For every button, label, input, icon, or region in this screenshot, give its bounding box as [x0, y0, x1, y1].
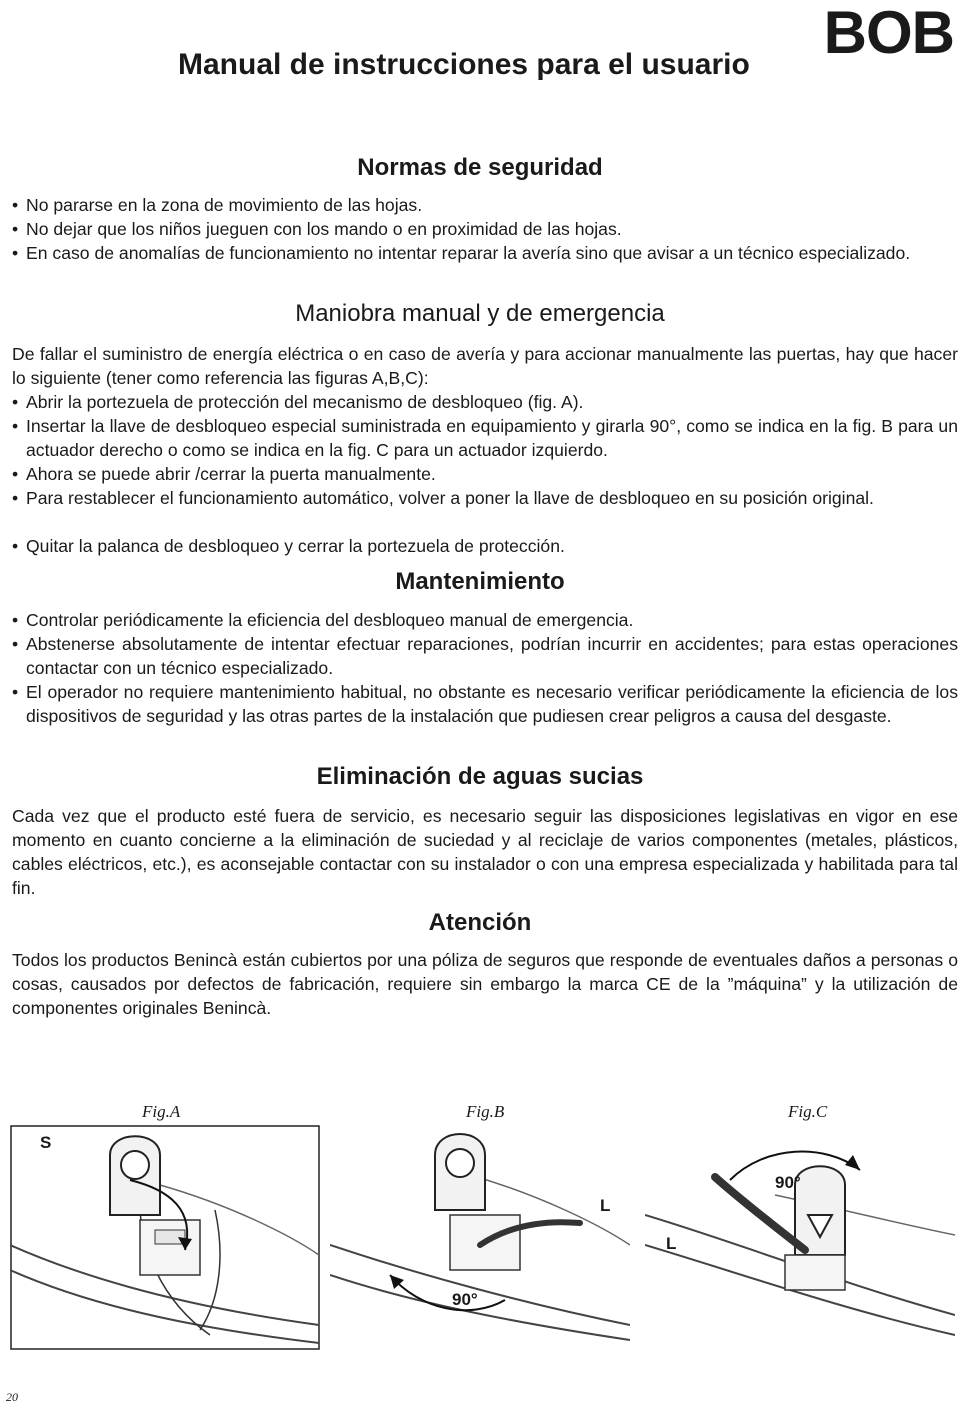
figure-c-marker: L	[666, 1234, 677, 1253]
maintenance-item	[12, 632, 958, 680]
manual-step	[12, 390, 958, 414]
bullet: •	[12, 416, 19, 436]
bullet: •	[12, 682, 19, 702]
bullet: •	[12, 464, 19, 484]
safety-item	[12, 241, 958, 265]
figure-b-marker: L	[600, 1196, 611, 1215]
heading-attention: Atención	[428, 909, 532, 936]
manual-step-text: Quitar la palanca de desbloqueo y cerrar la portezuela de protección.	[26, 536, 565, 556]
safety-item	[12, 193, 958, 217]
manual-step	[12, 534, 958, 558]
bullet: •	[12, 219, 19, 239]
manual-step	[12, 462, 958, 486]
manual-step	[12, 414, 958, 462]
bullet: •	[12, 488, 19, 508]
bullet: •	[12, 634, 19, 654]
manual-step-text: Insertar la llave de desbloqueo especial suministrada en equipamiento y girarla 90°, como se indica en la fig. B para un actuador derecho o como se indica en la fig. C para un actuador izquierdo.	[26, 416, 958, 460]
safety-item-text: En caso de anomalías de funcionamiento no intentar reparar la avería sino que avisar a un técnico especializado.	[26, 243, 911, 263]
manual-step-text: Ahora se puede abrir /cerrar la puerta manualmente.	[26, 464, 436, 484]
manual-step-text: Para restablecer el funcionamiento automático, volver a poner la llave de desbloqueo en su posición original.	[26, 488, 874, 508]
manual-intro: De fallar el suministro de energía eléctrica o en caso de avería y para accionar manualmente las puertas, hay que hacer lo siguiente (tener como referencia las figuras A,B,C):	[12, 344, 958, 388]
figure-c-illustration	[645, 1125, 955, 1350]
figure-b-angle: 90°	[452, 1290, 478, 1309]
bullet: •	[12, 536, 19, 556]
safety-item-text: No pararse en la zona de movimiento de las hojas.	[26, 195, 423, 215]
figure-a-illustration	[10, 1125, 320, 1350]
bullet: •	[12, 392, 19, 412]
maintenance-item	[12, 608, 958, 632]
figure-c-angle: 90°	[775, 1173, 801, 1192]
brand-logo: BOB	[823, 0, 954, 66]
disposal-text: Cada vez que el producto esté fuera de servicio, es necesario seguir las disposiciones legislativas en vigor en ese momento en cuanto concierne a la eliminación de suciedad y al reciclaje de varios componentes (metales, plásticos, cables eléctricos, etc.), es aconsejable contactar con su instalador o con una empresa especializada y habilitada para tal fin.	[12, 806, 958, 898]
maintenance-item-text: Abstenerse absolutamente de intentar efectuar reparaciones, podrían incurrir en accidentes; para estas operaciones contactar con un técnico especializado.	[26, 634, 958, 678]
document-title: Manual de instrucciones para el usuario	[178, 48, 750, 81]
figure-c-label: Fig.C	[788, 1102, 828, 1121]
maintenance-item-text: El operador no requiere mantenimiento habitual, no obstante es necesario verificar periódicamente la eficiencia de los dispositivos de seguridad y las otras partes de la instalación que pudiesen crear peligros a causa del desgaste.	[26, 682, 958, 726]
bullet: •	[12, 243, 19, 263]
bullet: •	[12, 610, 19, 630]
figure-b-illustration	[330, 1125, 630, 1350]
heading-manual-operation: Maniobra manual y de emergencia	[295, 300, 665, 327]
maintenance-item	[12, 680, 958, 728]
figure-a-label: Fig.A	[142, 1102, 181, 1121]
figure-a-marker: S	[40, 1133, 52, 1152]
page-number: 20	[6, 1390, 18, 1404]
heading-maintenance: Mantenimiento	[395, 568, 565, 595]
manual-step-text: Abrir la portezuela de protección del mecanismo de desbloqueo (fig. A).	[26, 392, 584, 412]
attention-text: Todos los productos Benincà están cubiertos por una póliza de seguros que responde de eventuales daños a personas o cosas, causados por defectos de fabricación, requiere sin embargo la marca CE de la ”máquina” y la utilización de componentes originales Benincà.	[12, 950, 958, 1018]
figure-b-label: Fig.B	[466, 1102, 505, 1121]
manual-step	[12, 486, 958, 510]
maintenance-item-text: Controlar periódicamente la eficiencia del desbloqueo manual de emergencia.	[26, 610, 634, 630]
bullet: •	[12, 195, 19, 215]
safety-item	[12, 217, 958, 241]
heading-disposal: Eliminación de aguas sucias	[316, 763, 644, 790]
heading-safety: Normas de seguridad	[357, 154, 603, 181]
safety-item-text: No dejar que los niños jueguen con los mando o en proximidad de las hojas.	[26, 219, 622, 239]
